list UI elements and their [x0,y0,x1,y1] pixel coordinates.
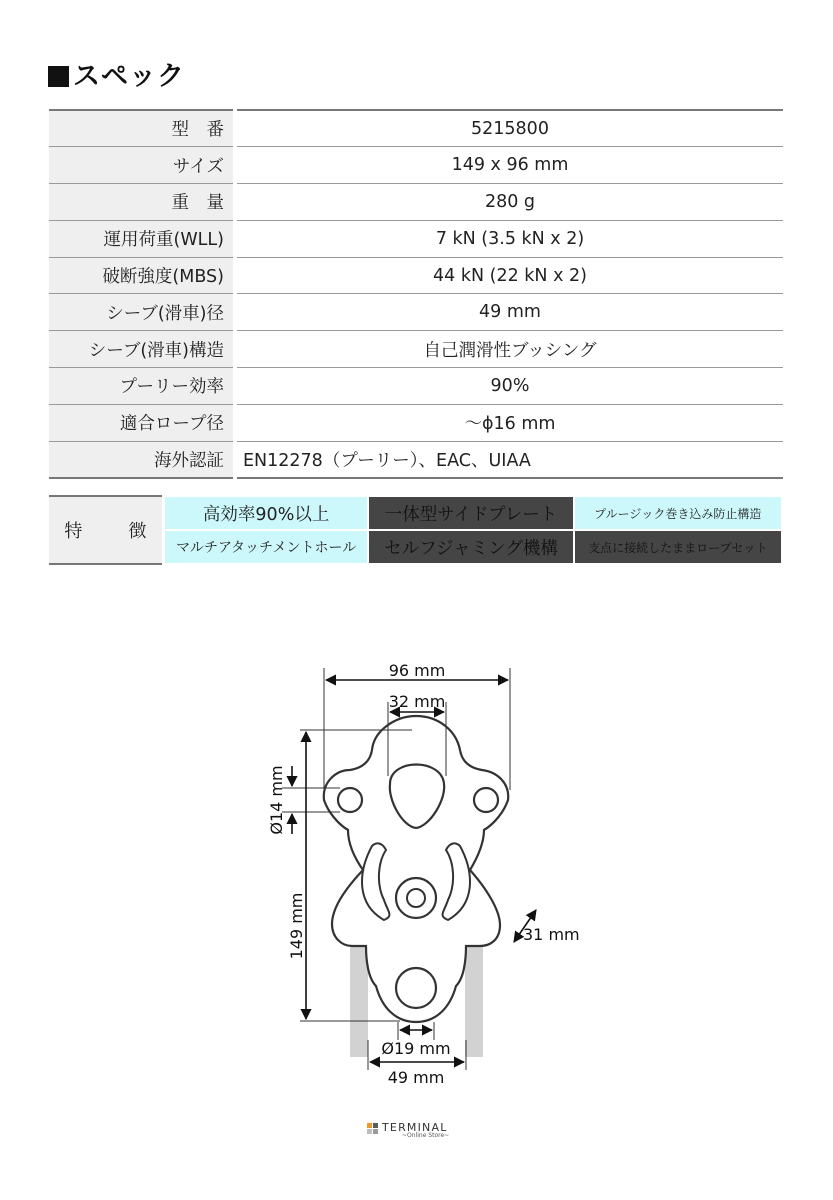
dim-rope-label: Ø19 mm [381,1039,451,1058]
dim-thickness-label: 31 mm [523,925,580,944]
spec-label: サイズ [49,147,235,184]
dim-hole-dia-label: Ø14 mm [267,765,286,835]
logo-brand: TERMINAL [382,1121,448,1134]
spec-value: 自己潤滑性ブッシング [235,331,783,368]
feature-prusik-prevention: プルージック巻き込み防止構造 [574,496,782,530]
features-label: 特 徴 [49,496,163,564]
feature-high-efficiency: 高効率90%以上 [163,496,368,530]
spec-value: 7 kN (3.5 kN x 2) [235,220,783,257]
spec-value: 44 kN (22 kN x 2) [235,257,783,294]
dim-hole-span-label: 32 mm [388,692,446,711]
spec-label: 破断強度(MBS) [49,257,235,294]
spec-value: 280 g [235,184,783,221]
spec-label: 型 番 [49,110,235,147]
spec-value: 149 x 96 mm [235,147,783,184]
feature-attachment-hole: マルチアタッチメントホール [163,530,368,564]
section-title-text: スペック [73,61,185,92]
spec-label: プーリー効率 [49,368,235,405]
logo-subtitle: ~Online Store~ [402,1132,450,1139]
spec-label: 適合ロープ径 [49,404,235,441]
dim-sheave-label: 49 mm [387,1068,445,1087]
dim-height-label: 149 mm [287,892,306,960]
feature-self-jamming: セルフジャミング機構 [368,530,573,564]
feature-side-plate: 一体型サイドプレート [368,496,573,530]
logo-blocks-icon [367,1123,379,1135]
spec-value: 5215800 [235,110,783,147]
spec-value: ～ϕ16 mm [235,404,783,441]
feature-rope-set: 支点に接続したままロープセット [574,530,782,564]
sheave-right-bar [465,944,483,1057]
spec-label: 重 量 [49,184,235,221]
spec-label: シーブ(滑車)構造 [49,331,235,368]
spec-value: 90% [235,368,783,405]
spec-value: EN12278（プーリー）、EAC、UIAA [235,441,783,478]
spec-label: シーブ(滑車)径 [49,294,235,331]
spec-value: 49 mm [235,294,783,331]
sheave-left-bar [350,944,368,1057]
dim-width-label: 96 mm [388,661,446,680]
spec-label: 海外認証 [49,441,235,478]
spec-label: 運用荷重(WLL) [49,220,235,257]
